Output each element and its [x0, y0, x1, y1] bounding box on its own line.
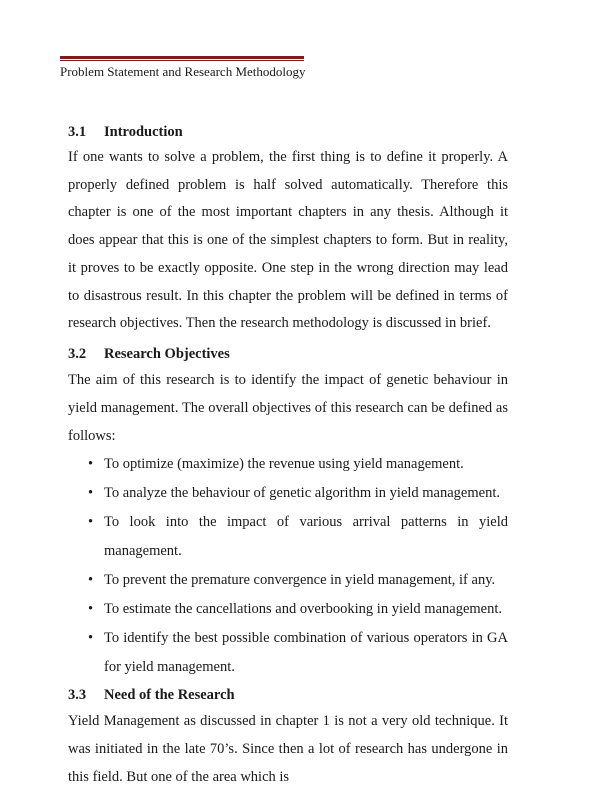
section-heading-need-of-research — [68, 683, 508, 707]
list-item-text: To analyze the behaviour of genetic algorithm in yield management. — [104, 484, 500, 501]
section-number: 3.1 — [68, 124, 87, 140]
list-item — [68, 479, 508, 508]
objectives-list — [68, 450, 508, 682]
section-number: 3.2 — [68, 345, 87, 362]
bullet-icon: • — [88, 629, 94, 646]
section-heading-introduction — [68, 120, 508, 144]
running-head: Problem Statement and Research Methodology — [60, 64, 306, 79]
bullet-icon: • — [88, 455, 94, 472]
bullet-icon: • — [88, 513, 94, 530]
list-item-text: To look into the impact of various arrival patterns in yield management. — [104, 513, 508, 559]
bullet-icon: • — [88, 571, 94, 588]
objectives-paragraph: The aim of this research is to identify the impact of genetic behaviour in yield management. The overall objectives of this research can be defined as follows: — [68, 371, 508, 444]
section-heading-research-objectives — [68, 342, 508, 366]
list-item — [68, 595, 508, 624]
document-body — [68, 120, 508, 791]
list-item-text: To identify the best possible combination of various operators in GA for yield management. — [104, 629, 508, 675]
list-item — [68, 450, 508, 479]
need-paragraph: Yield Management as discussed in chapter 1 is not a very old technique. It was initiated in the late 70’s. Since then a lot of research has undergone in this field. But one of the area which is — [68, 712, 508, 785]
list-item — [68, 624, 508, 682]
section-number: 3.3 — [68, 686, 87, 703]
bullet-icon: • — [88, 600, 94, 617]
section-title: Need of the Research — [104, 686, 235, 703]
list-item — [68, 566, 508, 595]
section-title: Introduction — [104, 124, 183, 140]
section-title: Research Objectives — [104, 345, 230, 362]
list-item — [68, 508, 508, 566]
list-item-text: To optimize (maximize) the revenue using yield management. — [104, 455, 464, 472]
list-item-text: To prevent the premature convergence in yield management, if any. — [104, 571, 496, 588]
header-rule — [60, 56, 304, 61]
introduction-paragraph: If one wants to solve a problem, the first thing is to define it properly. A properly defined problem is half solved automatically. Therefore this chapter is one of the most important chapters in any thesis. Although it does appear that this is one of the simplest chapters to form. But in reality, it proves to be exactly opposite. One step in the wrong direction may lead to disastrous result. In this chapter the problem will be defined in terms of research objectives. Then the research methodology is discussed in brief. — [68, 149, 508, 332]
list-item-text: To estimate the cancellations and overbooking in yield management. — [104, 600, 503, 617]
bullet-icon: • — [88, 484, 94, 501]
